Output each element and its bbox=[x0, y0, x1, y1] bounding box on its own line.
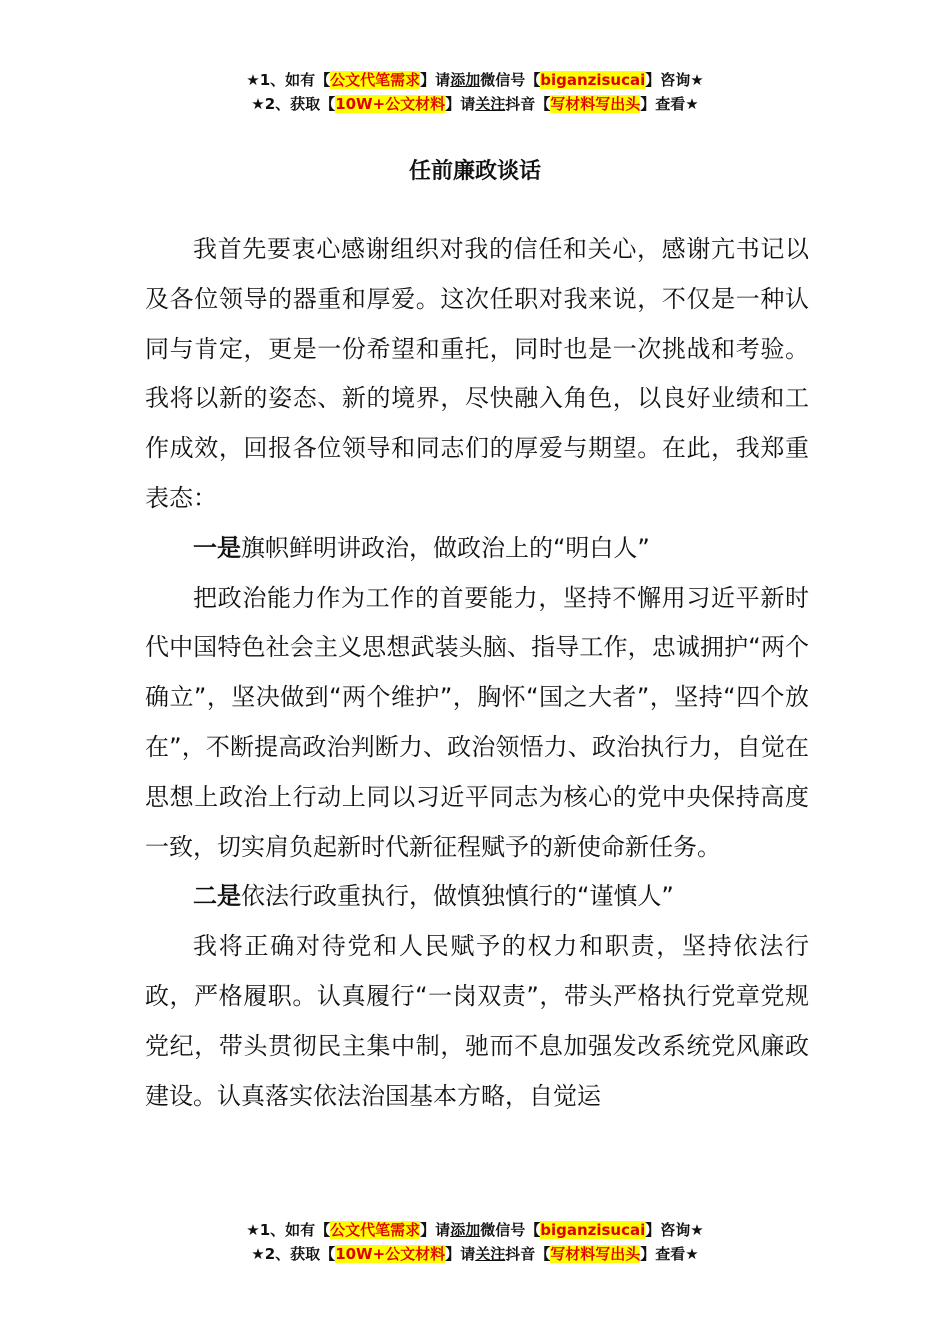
banner-underline: 关注 bbox=[475, 95, 506, 113]
document-title: 任前廉政谈话 bbox=[408, 159, 541, 184]
banner-line-1 bbox=[0, 68, 950, 92]
banner-highlight: biganzisucai bbox=[540, 71, 646, 89]
banner-text: 】请 bbox=[420, 1221, 451, 1239]
banner-text: 】咨询★ bbox=[645, 1221, 704, 1239]
banner-text: 】咨询★ bbox=[645, 71, 704, 89]
header-banner bbox=[0, 68, 950, 116]
banner-text: 】查看★ bbox=[640, 95, 699, 113]
banner-text: 】请 bbox=[445, 1245, 476, 1263]
document-body bbox=[145, 225, 809, 1121]
banner-text: ★1、如有【 bbox=[246, 1221, 331, 1239]
paragraph-heading: 一是旗帜鲜明讲政治，做政治上的“明白人” bbox=[193, 533, 650, 562]
paragraph: 我将正确对待党和人民赋予的权力和职责，坚持依法行政，严格履职。认真履行“一岗双责”，带头严格执行党章党规党纪，带头贯彻民主集中制，驰而不息加强发改系统党风廉政建设。认真落实依法治国基本方略，自觉运 bbox=[145, 932, 809, 1110]
banner-underline: 添加 bbox=[450, 71, 481, 89]
banner-text: 微信号【 bbox=[480, 71, 541, 89]
banner-highlight: 10W+公文材料 bbox=[335, 1245, 446, 1263]
banner-text: 微信号【 bbox=[480, 1221, 541, 1239]
paragraph: 把政治能力作为工作的首要能力，坚持不懈用习近平新时代中国特色社会主义思想武装头脑、指导工作，忠诚拥护“两个确立”，坚决做到“两个维护”，胸怀“国之大者”，坚持“四个放在”，不断提高政治判断力、政治领悟力、政治执行力，自觉在思想上政治上行动上同以习近平同志为核心的党中央保持高度一致，切实肩负起新时代新征程赋予的新使命新任务。 bbox=[145, 583, 809, 861]
paragraph-heading: 二是依法行政重执行，做慎独慎行的“谨慎人” bbox=[193, 882, 674, 911]
banner-line-1 bbox=[0, 1218, 950, 1242]
paragraph-lead: 一是 bbox=[193, 533, 241, 562]
banner-highlight: 公文代笔需求 bbox=[330, 71, 421, 89]
banner-text: 】查看★ bbox=[640, 1245, 699, 1263]
banner-line-2 bbox=[0, 92, 950, 116]
banner-underline: 关注 bbox=[475, 1245, 506, 1263]
banner-highlight: 10W+公文材料 bbox=[335, 95, 446, 113]
banner-highlight: 写材料写出头 bbox=[550, 95, 641, 113]
banner-highlight: 写材料写出头 bbox=[550, 1245, 641, 1263]
banner-text: ★2、获取【 bbox=[251, 1245, 336, 1263]
banner-text: ★2、获取【 bbox=[251, 95, 336, 113]
footer-banner bbox=[0, 1218, 950, 1266]
banner-line-2 bbox=[0, 1242, 950, 1266]
banner-text: 抖音【 bbox=[505, 95, 551, 113]
banner-text: 抖音【 bbox=[505, 1245, 551, 1263]
banner-highlight: 公文代笔需求 bbox=[330, 1221, 421, 1239]
banner-underline: 添加 bbox=[450, 1221, 481, 1239]
banner-text: 】请 bbox=[445, 95, 476, 113]
paragraph: 我首先要衷心感谢组织对我的信任和关心，感谢亢书记以及各位领导的器重和厚爱。这次任职对我来说，不仅是一种认同与肯定，更是一份希望和重托，同时也是一次挑战和考验。我将以新的姿态、新的境界，尽快融入角色，以良好业绩和工作成效，回报各位领导和同志们的厚爱与期望。在此，我郑重表态： bbox=[145, 235, 809, 512]
paragraph-lead: 二是 bbox=[193, 882, 241, 911]
banner-text: 】请 bbox=[420, 71, 451, 89]
banner-text: ★1、如有【 bbox=[246, 71, 331, 89]
banner-highlight: biganzisucai bbox=[540, 1221, 646, 1239]
